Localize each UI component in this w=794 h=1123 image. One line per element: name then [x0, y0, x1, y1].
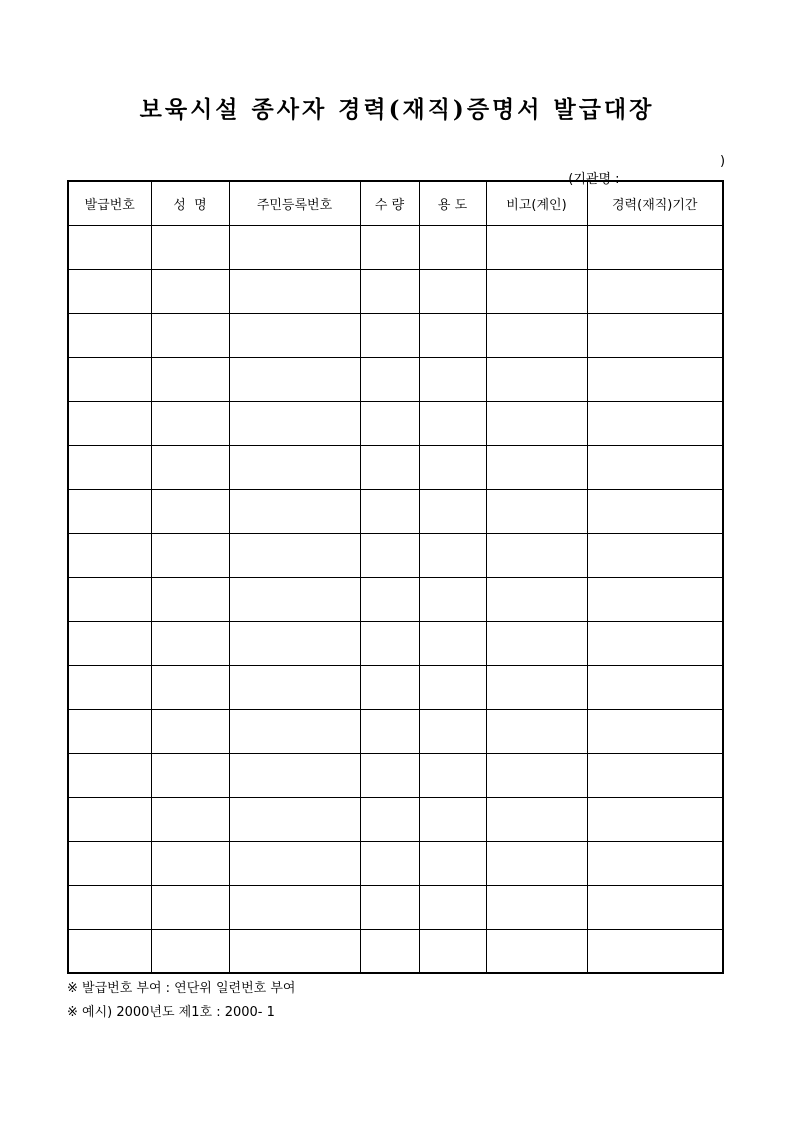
cell-issue-number[interactable] — [68, 269, 151, 313]
table-row — [68, 929, 723, 973]
cell-career-period[interactable] — [587, 709, 723, 753]
cell-career-period[interactable] — [587, 929, 723, 973]
cell-purpose[interactable] — [419, 533, 486, 577]
column-header-purpose: 용 도 — [419, 181, 486, 225]
table-row — [68, 885, 723, 929]
cell-remarks[interactable] — [486, 269, 587, 313]
cell-career-period[interactable] — [587, 885, 723, 929]
cell-resident-number[interactable] — [229, 665, 360, 709]
cell-career-period[interactable] — [587, 401, 723, 445]
cell-quantity[interactable] — [360, 401, 419, 445]
ledger-body — [68, 225, 723, 973]
table-row — [68, 797, 723, 841]
page-title: 보육시설 종사자 경력(재직)증명서 발급대장 — [139, 96, 655, 123]
cell-remarks[interactable] — [486, 929, 587, 973]
cell-name[interactable] — [151, 489, 229, 533]
cell-purpose[interactable] — [419, 269, 486, 313]
issuance-ledger-table — [67, 180, 724, 974]
column-header-quantity: 수 량 — [360, 181, 419, 225]
cell-name[interactable] — [151, 665, 229, 709]
cell-career-period[interactable] — [587, 489, 723, 533]
table-row — [68, 357, 723, 401]
cell-purpose[interactable] — [419, 797, 486, 841]
cell-remarks[interactable] — [486, 357, 587, 401]
cell-quantity[interactable] — [360, 489, 419, 533]
cell-issue-number[interactable] — [68, 753, 151, 797]
cell-purpose[interactable] — [419, 885, 486, 929]
cell-issue-number[interactable] — [68, 401, 151, 445]
cell-name[interactable] — [151, 929, 229, 973]
institution-close-paren: ) — [720, 154, 726, 169]
cell-quantity[interactable] — [360, 709, 419, 753]
cell-resident-number[interactable] — [229, 313, 360, 357]
column-header-remarks: 비고(계인) — [486, 181, 587, 225]
cell-name[interactable] — [151, 313, 229, 357]
table-row — [68, 665, 723, 709]
cell-issue-number[interactable] — [68, 929, 151, 973]
table-row — [68, 621, 723, 665]
cell-issue-number[interactable] — [68, 621, 151, 665]
cell-career-period[interactable] — [587, 269, 723, 313]
cell-career-period[interactable] — [587, 621, 723, 665]
cell-quantity[interactable] — [360, 665, 419, 709]
cell-name[interactable] — [151, 401, 229, 445]
cell-quantity[interactable] — [360, 313, 419, 357]
table-row — [68, 577, 723, 621]
cell-name[interactable] — [151, 225, 229, 269]
cell-remarks[interactable] — [486, 577, 587, 621]
cell-issue-number[interactable] — [68, 445, 151, 489]
cell-name[interactable] — [151, 357, 229, 401]
cell-resident-number[interactable] — [229, 357, 360, 401]
column-header-resident-number: 주민등록번호 — [229, 181, 360, 225]
cell-purpose[interactable] — [419, 621, 486, 665]
cell-issue-number[interactable] — [68, 489, 151, 533]
cell-quantity[interactable] — [360, 269, 419, 313]
cell-career-period[interactable] — [587, 225, 723, 269]
cell-remarks[interactable] — [486, 489, 587, 533]
cell-career-period[interactable] — [587, 445, 723, 489]
footnote-example: ※ 예시) 2000년도 제1호 : 2000- 1 — [67, 1005, 275, 1020]
cell-purpose[interactable] — [419, 401, 486, 445]
footnote-numbering-rule: ※ 발급번호 부여 : 연단위 일련번호 부여 — [67, 981, 296, 996]
cell-remarks[interactable] — [486, 225, 587, 269]
cell-remarks[interactable] — [486, 621, 587, 665]
cell-name[interactable] — [151, 753, 229, 797]
cell-quantity[interactable] — [360, 929, 419, 973]
cell-issue-number[interactable] — [68, 357, 151, 401]
cell-name[interactable] — [151, 269, 229, 313]
cell-remarks[interactable] — [486, 753, 587, 797]
cell-resident-number[interactable] — [229, 445, 360, 489]
cell-purpose[interactable] — [419, 225, 486, 269]
table-row — [68, 401, 723, 445]
cell-remarks[interactable] — [486, 709, 587, 753]
cell-remarks[interactable] — [486, 533, 587, 577]
cell-quantity[interactable] — [360, 841, 419, 885]
cell-remarks[interactable] — [486, 445, 587, 489]
table-row — [68, 533, 723, 577]
cell-quantity[interactable] — [360, 357, 419, 401]
cell-resident-number[interactable] — [229, 489, 360, 533]
table-row — [68, 269, 723, 313]
cell-resident-number[interactable] — [229, 577, 360, 621]
cell-name[interactable] — [151, 621, 229, 665]
cell-issue-number[interactable] — [68, 225, 151, 269]
cell-purpose[interactable] — [419, 313, 486, 357]
table-row — [68, 841, 723, 885]
table-row — [68, 753, 723, 797]
table-row — [68, 445, 723, 489]
cell-career-period[interactable] — [587, 841, 723, 885]
cell-career-period[interactable] — [587, 665, 723, 709]
cell-career-period[interactable] — [587, 753, 723, 797]
cell-issue-number[interactable] — [68, 885, 151, 929]
cell-remarks[interactable] — [486, 401, 587, 445]
cell-resident-number[interactable] — [229, 753, 360, 797]
cell-quantity[interactable] — [360, 577, 419, 621]
cell-purpose[interactable] — [419, 753, 486, 797]
cell-name[interactable] — [151, 885, 229, 929]
cell-quantity[interactable] — [360, 445, 419, 489]
cell-name[interactable] — [151, 797, 229, 841]
table-row — [68, 225, 723, 269]
cell-resident-number[interactable] — [229, 797, 360, 841]
table-row — [68, 709, 723, 753]
cell-resident-number[interactable] — [229, 269, 360, 313]
cell-issue-number[interactable] — [68, 313, 151, 357]
cell-resident-number[interactable] — [229, 621, 360, 665]
cell-remarks[interactable] — [486, 841, 587, 885]
cell-purpose[interactable] — [419, 665, 486, 709]
cell-resident-number[interactable] — [229, 225, 360, 269]
cell-name[interactable] — [151, 533, 229, 577]
cell-career-period[interactable] — [587, 797, 723, 841]
cell-quantity[interactable] — [360, 533, 419, 577]
cell-quantity[interactable] — [360, 621, 419, 665]
cell-purpose[interactable] — [419, 489, 486, 533]
cell-issue-number[interactable] — [68, 577, 151, 621]
column-header-name: 성 명 — [151, 181, 229, 225]
cell-remarks[interactable] — [486, 313, 587, 357]
cell-issue-number[interactable] — [68, 797, 151, 841]
cell-issue-number[interactable] — [68, 709, 151, 753]
cell-career-period[interactable] — [587, 357, 723, 401]
table-row — [68, 489, 723, 533]
cell-resident-number[interactable] — [229, 929, 360, 973]
cell-resident-number[interactable] — [229, 885, 360, 929]
cell-purpose[interactable] — [419, 709, 486, 753]
column-header-issue-number: 발급번호 — [68, 181, 151, 225]
column-header-career-period: 경력(재직)기간 — [587, 181, 723, 225]
cell-resident-number[interactable] — [229, 401, 360, 445]
cell-name[interactable] — [151, 709, 229, 753]
header-row — [68, 181, 723, 225]
cell-purpose[interactable] — [419, 841, 486, 885]
cell-career-period[interactable] — [587, 533, 723, 577]
cell-purpose[interactable] — [419, 357, 486, 401]
cell-career-period[interactable] — [587, 313, 723, 357]
cell-quantity[interactable] — [360, 753, 419, 797]
cell-name[interactable] — [151, 841, 229, 885]
cell-remarks[interactable] — [486, 665, 587, 709]
cell-issue-number[interactable] — [68, 533, 151, 577]
cell-purpose[interactable] — [419, 577, 486, 621]
cell-purpose[interactable] — [419, 929, 486, 973]
cell-career-period[interactable] — [587, 577, 723, 621]
cell-quantity[interactable] — [360, 885, 419, 929]
cell-resident-number[interactable] — [229, 841, 360, 885]
cell-name[interactable] — [151, 577, 229, 621]
cell-purpose[interactable] — [419, 445, 486, 489]
cell-resident-number[interactable] — [229, 533, 360, 577]
cell-issue-number[interactable] — [68, 665, 151, 709]
institution-label: (기관명 : — [568, 172, 620, 187]
table-row — [68, 313, 723, 357]
cell-quantity[interactable] — [360, 225, 419, 269]
cell-quantity[interactable] — [360, 797, 419, 841]
cell-resident-number[interactable] — [229, 709, 360, 753]
cell-issue-number[interactable] — [68, 841, 151, 885]
cell-remarks[interactable] — [486, 797, 587, 841]
footnotes — [67, 977, 727, 1025]
cell-name[interactable] — [151, 445, 229, 489]
cell-remarks[interactable] — [486, 885, 587, 929]
